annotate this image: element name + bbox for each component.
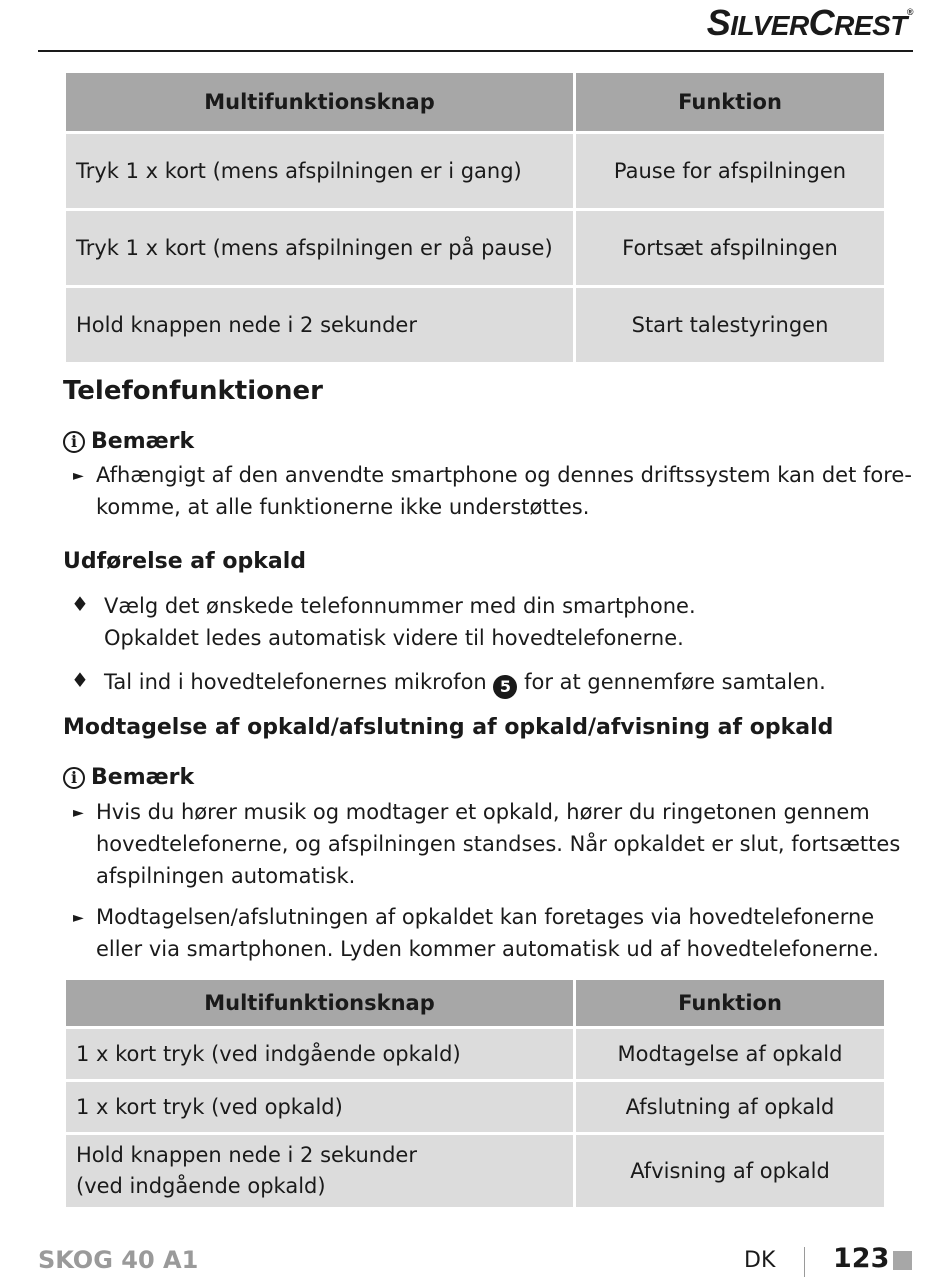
- section-title-receive: Modtagelse af opkald/afslutning af opkald/afvisning af opkald: [63, 715, 834, 740]
- table-row: [66, 1029, 884, 1079]
- table-cell-function: Fortsæt afspilningen: [576, 211, 884, 285]
- table-cell-action: Hold knappen nede i 2 sekunder (ved indgående opkald): [66, 1135, 573, 1207]
- footer-language: DK: [744, 1248, 776, 1273]
- table-cell-function: Afslutning af opkald: [576, 1082, 884, 1132]
- table-cell-action: 1 x kort tryk (ved opkald): [66, 1082, 573, 1132]
- table-header-function: Funktion: [576, 980, 884, 1026]
- table-row: [66, 288, 884, 362]
- arrow-bullet-icon: ►: [73, 805, 84, 821]
- note-text: Modtagelsen/afslutningen af opkaldet kan foretages via hovedtelefonerne eller via smartphonen. Lyden kommer automatisk ud af hovedtelefonerne.: [96, 905, 880, 961]
- diamond-bullet-icon: ♦: [71, 668, 89, 692]
- header-rule: [38, 50, 913, 52]
- arrow-bullet-icon: ►: [73, 910, 84, 926]
- info-icon: i: [63, 767, 85, 789]
- table-header-row: [66, 980, 884, 1026]
- table-row: [66, 211, 884, 285]
- table-cell-function: Afvisning af opkald: [576, 1135, 884, 1207]
- call-step-1: Vælg det ønskede telefonnummer med din smartphone. Opkaldet ledes automatisk videre til hovedtelefonerne.: [104, 594, 696, 650]
- footer-square-mark: [893, 1251, 912, 1270]
- table-cell-action: 1 x kort tryk (ved indgående opkald): [66, 1029, 573, 1079]
- section-title-call: Udførelse af opkald: [63, 549, 306, 574]
- note-heading: [63, 765, 194, 790]
- brand-logo: SILVERCREST®: [706, 2, 913, 43]
- table-cell-function: Modtagelse af opkald: [576, 1029, 884, 1079]
- table-cell-action: Hold knappen nede i 2 sekunder: [66, 288, 573, 362]
- function-table-calls: [63, 977, 887, 1210]
- page-number: 123: [833, 1243, 890, 1274]
- table-row: [66, 134, 884, 208]
- section-title-phone: Telefonfunktioner: [63, 376, 323, 406]
- note-label: Bemærk: [91, 429, 195, 454]
- part-number-badge: 5: [493, 675, 517, 699]
- table-cell-action: Tryk 1 x kort (mens afspilningen er i gang): [66, 134, 573, 208]
- arrow-bullet-icon: ►: [73, 468, 84, 484]
- note-text: Afhængigt af den anvendte smartphone og dennes driftssystem kan det fore- komme, at alle funktionerne ikke understøttes.: [96, 463, 912, 519]
- table-header-row: [66, 73, 884, 131]
- table-header-button: Multifunktionsknap: [66, 73, 573, 131]
- table-header-button: Multifunktionsknap: [66, 980, 573, 1026]
- note-text: Hvis du hører musik og modtager et opkald, hører du ringetonen gennem hovedtelefonerne, og afspilningen standses. Når opkaldet er slut, fortsættes afspilningen automatisk.: [96, 800, 901, 888]
- note-label: Bemærk: [91, 765, 195, 790]
- diamond-bullet-icon: ♦: [71, 592, 89, 616]
- call-step-2: Tal ind i hovedtelefonernes mikrofon 5 for at gennemføre samtalen.: [104, 666, 826, 699]
- table-row: [66, 1082, 884, 1132]
- table-cell-function: Start talestyringen: [576, 288, 884, 362]
- info-icon: i: [63, 431, 85, 453]
- table-header-function: Funktion: [576, 73, 884, 131]
- function-table-playback: [63, 70, 887, 365]
- table-cell-function: Pause for afspilningen: [576, 134, 884, 208]
- footer-model: SKOG 40 A1: [38, 1246, 199, 1274]
- table-row: [66, 1135, 884, 1207]
- footer-divider: [804, 1247, 805, 1277]
- table-cell-action: Tryk 1 x kort (mens afspilningen er på pause): [66, 211, 573, 285]
- note-heading: [63, 429, 194, 454]
